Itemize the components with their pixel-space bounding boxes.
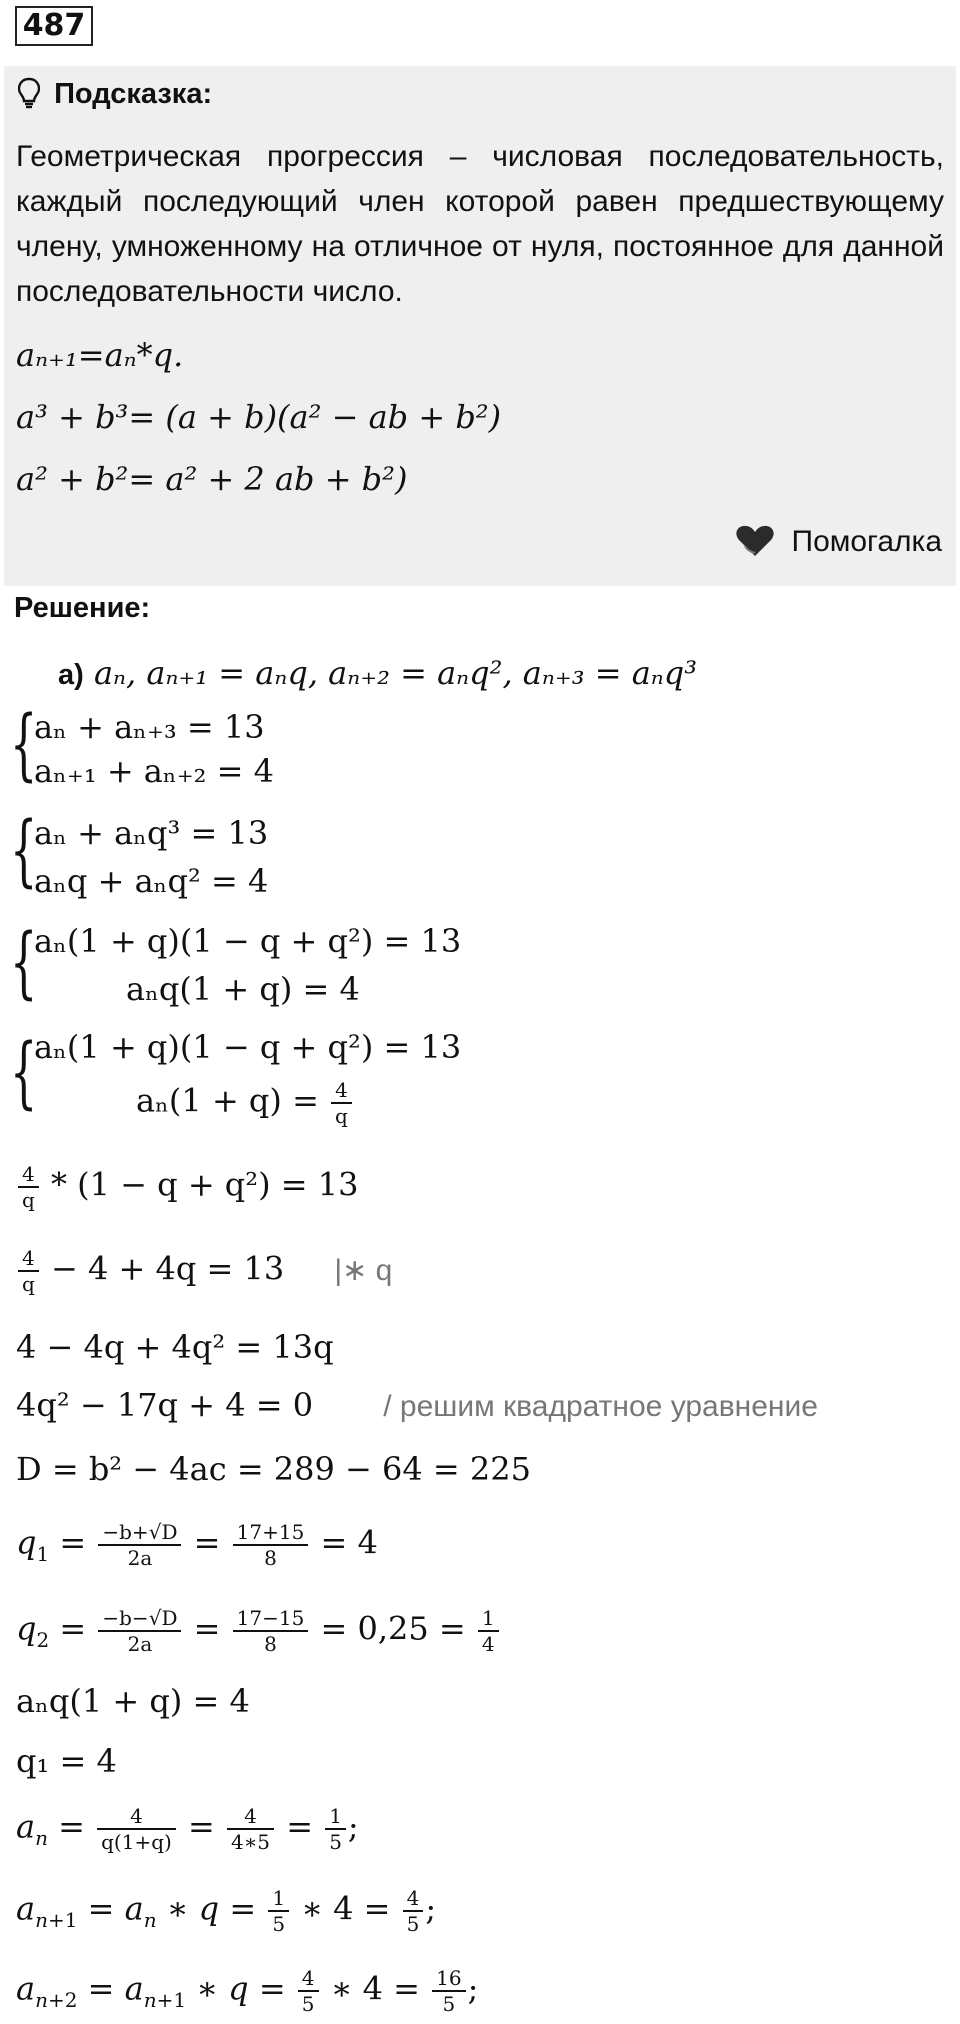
- system-brace: {: [10, 1028, 38, 1118]
- fraction-4-over-q: $\frac{4}{q}$: [18, 1246, 39, 1296]
- fraction-17-minus-15: $\frac{17-15}{8}$: [233, 1606, 309, 1656]
- step-4-text: 4q² − 17q + 4 = 0: [16, 1386, 314, 1424]
- fraction-4-over-q-1-plus-q: $\frac{4}{q(1+q)}$: [97, 1804, 176, 1854]
- system1-line2: aₙ₊₁ + aₙ₊₂ = 4: [34, 752, 274, 790]
- heart-icon: [735, 524, 775, 566]
- step-3: 4 − 4q + 4q² = 13q: [16, 1328, 334, 1366]
- step-1: [16, 1162, 358, 1212]
- hint-title: [18, 77, 212, 117]
- fraction-16-over-5: $\frac{16}{5}$: [432, 1966, 465, 2016]
- system3-line2: aₙq(1 + q) = 4: [126, 970, 360, 1008]
- system2-line2: aₙq + aₙq² = 4: [34, 862, 269, 900]
- an-end: ;: [347, 1807, 359, 1846]
- hint-text: Геометрическая прогрессия – числовая последовательность, каждый последующий член которой равен предшествующему члену, умноженному на отличное от нуля, постоянное для данной последовательности число.: [16, 140, 944, 308]
- fraction-4-over-q: $\frac{4}{q}$: [18, 1162, 39, 1212]
- system4-line2-text: aₙ(1 + q) =: [136, 1081, 319, 1120]
- fraction-4-over-4x5: $\frac{4}{4∗5}$: [227, 1804, 274, 1854]
- fraction-4-over-q: $\frac{4}{q}$: [331, 1078, 352, 1128]
- step-7: q₁ = 4: [16, 1742, 117, 1780]
- fraction-quadratic-plus: $\frac{-b+√D}{2a}$: [98, 1520, 181, 1570]
- system-brace: {: [10, 806, 38, 896]
- hint-title-text: Подсказка:: [54, 78, 213, 110]
- lightbulb-icon: [18, 77, 40, 117]
- task-number: 487: [15, 6, 93, 46]
- an-line: $a_n$ = $\frac{4}{q(1+q)}$ = $\frac{4}{4∗5}$ = $\frac{1}{5}$ ;: [16, 1804, 359, 1854]
- system4-line1: aₙ(1 + q)(1 − q + q²) = 13: [34, 1028, 462, 1066]
- system2-line1: aₙ + aₙq³ = 13: [34, 814, 269, 852]
- an1-line: $a_{n+1} = a_n$ ∗ q = $\frac{1}{5}$ ∗ 4 = $\frac{4}{5}$ ;: [16, 1886, 437, 1936]
- fraction-1-over-5: $\frac{1}{5}$: [325, 1804, 346, 1854]
- q2-result: = 0,25 =: [320, 1609, 466, 1648]
- q1-line: $q_1$ = $\frac{-b+√D}{2a}$ = $\frac{17+15}{8}$ = 4: [16, 1520, 378, 1570]
- brand-label: [735, 524, 942, 566]
- part-a-label: а): [58, 659, 84, 691]
- step-1-text: * (1 − q + q²) = 13: [50, 1165, 359, 1204]
- part-a-line: [58, 654, 697, 692]
- fraction-1-over-4: $\frac{1}{4}$: [478, 1606, 499, 1656]
- step-6: aₙq(1 + q) = 4: [16, 1682, 250, 1720]
- step-2-comment: |∗ q: [334, 1253, 393, 1287]
- an2-end: ;: [467, 1969, 479, 2008]
- fraction-1-over-5: $\frac{1}{5}$: [268, 1886, 289, 1936]
- part-a-intro: aₙ, aₙ₊₁ = aₙq, aₙ₊₂ = aₙq², aₙ₊₃ = aₙq³: [93, 654, 698, 692]
- an1-end: ;: [425, 1889, 437, 1928]
- system3-line1: aₙ(1 + q)(1 − q + q²) = 13: [34, 922, 462, 960]
- system4-line2: [136, 1078, 354, 1128]
- system-brace: {: [10, 918, 38, 1008]
- fraction-4-over-5: $\frac{4}{5}$: [403, 1886, 424, 1936]
- solution-title: Решение:: [14, 592, 151, 624]
- hint-formula-3: a² + b²= a² + 2 ab + b²): [16, 460, 408, 498]
- system-brace: {: [10, 700, 38, 790]
- fraction-quadratic-minus: $\frac{-b-√D}{2a}$: [98, 1606, 181, 1656]
- step-2-text: − 4 + 4q = 13: [50, 1249, 285, 1288]
- hint-formula-1: aₙ₊₁=aₙ*q.: [16, 336, 184, 374]
- step-5: D = b² − 4ac = 289 − 64 = 225: [16, 1450, 531, 1488]
- step-2: [16, 1246, 392, 1296]
- brand-text: Помогалка: [791, 525, 942, 558]
- fraction-17-plus-15: $\frac{17+15}{8}$: [233, 1520, 309, 1570]
- step-4-comment: / решим квадратное уравнение: [383, 1390, 818, 1423]
- q1-result: = 4: [320, 1523, 378, 1562]
- step-4: [16, 1386, 818, 1424]
- q2-line: $q_2$ = $\frac{-b-√D}{2a}$ = $\frac{17-15}{8}$ = 0,25 = $\frac{1}{4}$: [16, 1606, 501, 1656]
- fraction-4-over-5: $\frac{4}{5}$: [298, 1966, 319, 2016]
- an2-line: $a_{n+2} = a_{n+1}$ ∗ q = $\frac{4}{5}$ ∗ 4 = $\frac{16}{5}$ ;: [16, 1966, 479, 2016]
- hint-formula-2: a³ + b³= (a + b)(a² − ab + b²): [16, 398, 502, 436]
- system1-line1: aₙ + aₙ₊₃ = 13: [34, 708, 265, 746]
